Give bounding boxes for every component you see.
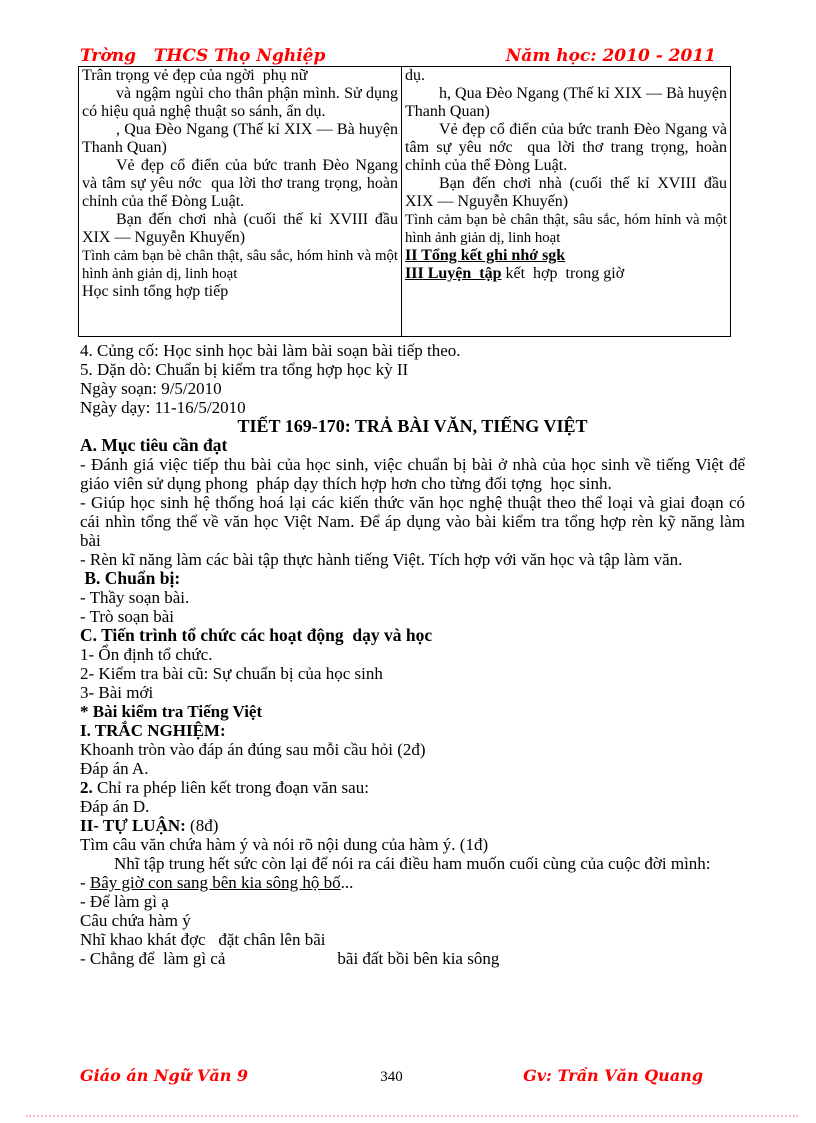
- paragraph: [80, 930, 745, 949]
- text-segment: * Bài kiểm tra Tiếng Việt: [80, 702, 263, 721]
- paragraph: [405, 121, 727, 175]
- paragraph: [80, 873, 745, 892]
- text-segment: - Đánh giá việc tiếp thu bài của học sinh, việc chuẩn bị bài ở nhà của học sinh về tiếng Việt để giáo viên sử dụng phong pháp dạy thích hợp hơn cho từng đối tợng học sinh.: [80, 455, 745, 493]
- paragraph: [405, 175, 727, 211]
- table-cell-right: [402, 67, 730, 336]
- paragraph: [80, 664, 745, 683]
- text-segment: Tình cảm bạn bè chân thật, sâu sắc, hóm hỉnh và một hình ảnh giản dị, linh hoạt: [82, 248, 399, 282]
- text-segment: ...: [340, 873, 354, 892]
- text-segment: 5. Dặn dò: Chuẩn bị kiểm tra tổng hợp học kỳ II: [80, 360, 409, 379]
- text-segment: dụ.: [405, 67, 426, 84]
- paragraph: [82, 67, 398, 85]
- footer-document-title: Giáo án Ngữ Văn 9: [80, 1066, 249, 1085]
- text-segment: 2- Kiểm tra bài cũ: Sự chuẩn bị của học sinh: [80, 664, 383, 683]
- paragraph: [80, 417, 745, 436]
- text-segment: Nhĩ tập trung hết sức còn lại để nói ra cái điều ham muốn cuối cùng của cuộc đời mình:: [114, 854, 711, 873]
- paragraph: [82, 247, 398, 283]
- paragraph: [80, 702, 745, 721]
- text-segment: 2.: [80, 778, 93, 797]
- header-school-name: Trờng THCS Thọ Nghiệp: [80, 46, 326, 66]
- text-segment: - Giúp học sinh hệ thống hoá lại các kiến thức văn học nghệ thuật theo thể loại và giai đoạn có cái nhìn tổng thể về văn học Việt Nam. Để áp dụng vào bài kiểm tra tổng hợp rèn kỹ năng làm bài: [80, 493, 745, 550]
- text-segment: II- TỰ LUẬN:: [80, 816, 186, 835]
- text-segment: TIẾT 169-170: TRẢ BÀI VĂN, TIẾNG VIỆT: [237, 416, 588, 436]
- paragraph: [80, 588, 745, 607]
- text-segment: C. Tiến trình tổ chức các hoạt động dạy và học: [80, 625, 433, 645]
- paragraph: [80, 626, 745, 645]
- table-cell-left: [79, 67, 402, 336]
- text-segment: Ngày dạy: 11-16/5/2010: [80, 398, 246, 417]
- paragraph: [80, 797, 745, 816]
- paragraph: [80, 778, 745, 797]
- text-segment: Bạn đến chơi nhà (cuối thế kỉ XVIII đầu XIX — Nguyễn Khuyến): [405, 175, 727, 210]
- text-segment: - Để làm gì ạ: [80, 892, 169, 911]
- text-segment: và ngậm ngùi cho thân phận mình. Sử dụng có hiệu quả nghệ thuật so sánh, ẩn dụ.: [82, 85, 399, 120]
- text-segment: A. Mục tiêu cần đạt: [80, 435, 228, 455]
- paragraph: [80, 911, 745, 930]
- footer-page-number: 340: [380, 1069, 403, 1085]
- paragraph: [80, 398, 745, 417]
- lesson-summary-table: [78, 66, 731, 337]
- footer-teacher-name: Gv: Trần Văn Quang: [523, 1066, 703, 1085]
- text-segment: Nhĩ khao khát đợc đặt chân lên bãi: [80, 930, 326, 949]
- paragraph: [405, 67, 727, 85]
- text-segment: I. TRẮC NGHIỆM:: [80, 721, 226, 740]
- paragraph: [80, 854, 745, 873]
- text-segment: (8đ): [185, 816, 219, 835]
- text-segment: Bây giờ con sang bên kia sông hộ bố: [89, 873, 341, 892]
- text-segment: -: [80, 873, 90, 892]
- text-segment: Chỉ ra phép liên kết trong đoạn văn sau:: [92, 778, 369, 797]
- text-segment: Đáp án D.: [80, 797, 150, 816]
- text-segment: Bạn đến chơi nhà (cuối thế kỉ XVIII đầu XIX — Nguyễn Khuyến): [82, 211, 399, 246]
- header-school-year: Năm học: 2010 - 2011: [505, 46, 716, 66]
- paragraph: [80, 550, 745, 569]
- text-segment: Vẻ đẹp cổ điển của bức tranh Đèo Ngang và tâm sự yêu nớc qua lời thơ trang trọng, hoàn chỉnh của thể Đòng Luật.: [82, 157, 399, 210]
- text-segment: bãi đất bồi bên kia sông: [337, 949, 500, 968]
- bottom-dotted-divider: [26, 1115, 798, 1117]
- paragraph: [80, 379, 745, 398]
- text-segment: Đáp án A.: [80, 759, 149, 778]
- paragraph: [80, 740, 745, 759]
- text-segment: kết hợp trong giờ: [501, 265, 625, 282]
- text-segment: Ngày soạn: 9/5/2010: [80, 379, 222, 398]
- paragraph: [405, 211, 727, 247]
- text-segment: Câu chứa hàm ý: [80, 911, 191, 930]
- text-segment: - Thầy soạn bài.: [80, 588, 190, 607]
- text-segment: 3- Bài mới: [80, 683, 154, 702]
- paragraph: [405, 247, 727, 265]
- paragraph: [80, 816, 745, 835]
- paragraph: [82, 211, 398, 247]
- text-segment: h, Qua Đèo Ngang (Thế kỉ XIX — Bà huyện Thanh Quan): [405, 85, 727, 120]
- paragraph: [82, 157, 398, 211]
- text-segment: II Tổng kết ghi nhớ sgk: [405, 247, 566, 264]
- paragraph: [405, 265, 727, 283]
- text-segment: Vẻ đẹp cổ điển của bức tranh Đèo Ngang và tâm sự yêu nớc qua lời thơ trang trọng, hoàn chỉnh của thể Đòng Luật.: [405, 121, 727, 174]
- paragraph: [80, 436, 745, 455]
- paragraph: [80, 683, 745, 702]
- paragraph: [80, 721, 745, 740]
- paragraph: [80, 493, 745, 550]
- paragraph: [80, 455, 745, 493]
- paragraph: [80, 360, 745, 379]
- text-segment: Trân trọng vẻ đẹp của ngời phụ nữ: [82, 67, 308, 84]
- page-footer: [80, 1066, 735, 1086]
- text-segment: Khoanh tròn vào đáp án đúng sau mỗi cầu hỏi (2đ): [80, 740, 426, 759]
- paragraph: [82, 85, 398, 121]
- text-segment: III Luyện tập: [405, 265, 502, 282]
- text-segment: , Qua Đèo Ngang (Thế kỉ XIX — Bà huyện Thanh Quan): [82, 121, 399, 156]
- text-segment: Tìm câu văn chứa hàm ý và nói rõ nội dung của hàm ý. (1đ): [80, 835, 489, 854]
- text-segment: 4. Củng cố: Học sinh học bài làm bài soạn bài tiếp theo.: [80, 341, 461, 360]
- paragraph: [82, 121, 398, 157]
- paragraph: [80, 892, 745, 911]
- text-segment: 1- Ổn định tổ chức.: [80, 645, 213, 664]
- paragraph: [80, 341, 745, 360]
- document-body: [80, 341, 745, 968]
- text-segment: - Chẳng để làm gì cả: [80, 949, 226, 968]
- paragraph: [80, 645, 745, 664]
- text-segment: Tình cảm bạn bè chân thật, sâu sắc, hóm hỉnh và một hình ảnh giản dị, linh hoạt: [405, 212, 727, 246]
- text-segment: - Trò soạn bài: [80, 607, 174, 626]
- paragraph: [405, 85, 727, 121]
- text-segment: B. Chuẩn bị:: [80, 568, 181, 588]
- paragraph: [80, 569, 745, 588]
- paragraph: [80, 607, 745, 626]
- paragraph: [80, 835, 745, 854]
- paragraph: [82, 283, 398, 301]
- paragraph: [80, 949, 745, 968]
- text-segment: - Rèn kĩ năng làm các bài tập thực hành tiếng Việt. Tích hợp với văn học và tập làm văn.: [80, 550, 683, 569]
- text-segment: Học sinh tổng hợp tiếp: [82, 283, 229, 300]
- paragraph: [80, 759, 745, 778]
